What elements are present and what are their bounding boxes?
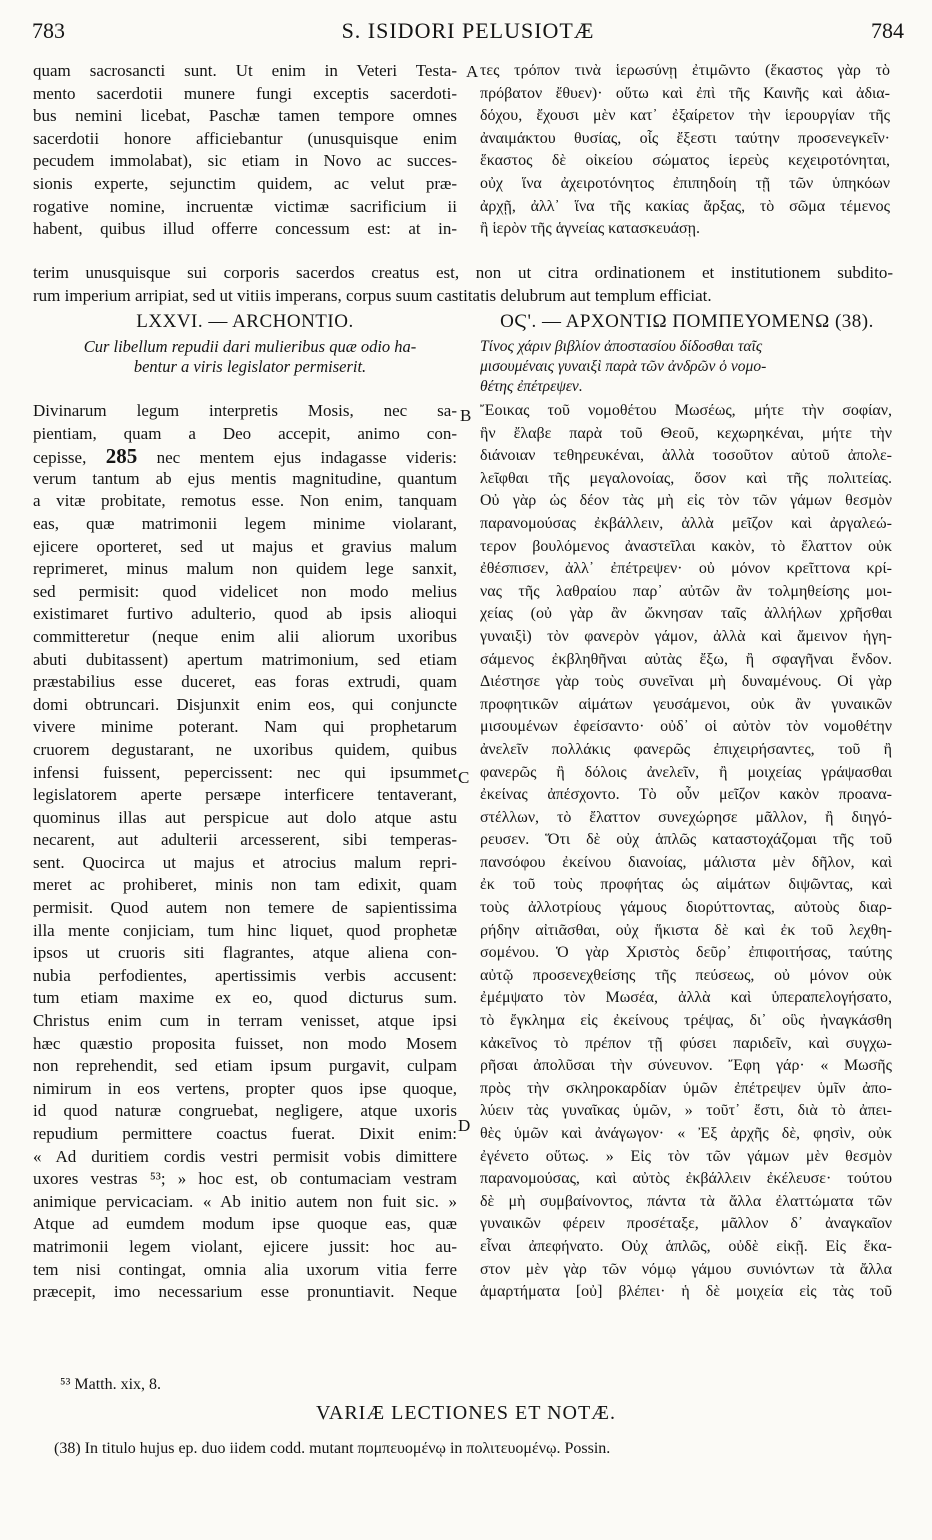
text-line: existimaret furtivo adulterio, quod ab ipsis alioqui [33,604,457,624]
text-line: θὲς ὑμῶν καὶ ἀνάγωγον· « Ἐξ ἀρχῆς δὲ, φησὶν, οὐκ [480,1125,892,1142]
text-line: ἐμέμψατο τὸν Μωσέα, ἀλλὰ καὶ ὑπεραπελογήσατο, [480,989,892,1007]
text-line: Οὐ γὰρ ὡς δέον τὰς μὴ εἰς τὸν τῶν γάμων θεσμὸν [480,492,892,510]
text-line: ἀρχῇ, ἀλλ᾽ ἵνα τῆς κακίας ἄρξας, τὸ σῶμα τέμενος [480,197,890,215]
text-line: id quod naturæ congruebat, negligere, atque uxoris [33,1101,457,1121]
text-line: τες τρόπον τινὰ ἱερωσύνῃ ἐτιμῶντο (ἕκαστος γὰρ τὸ [480,62,890,79]
text-line: a vitæ probitate, remotus esse. Non enim, tanquam [33,491,457,511]
text-line: præcepit, imo necessarium esse pronuntiavit. Neque [33,1282,457,1302]
text-line: reprimeret, minus malum non quidem lege sanxit, [33,559,457,579]
text-line: ἣν ἔλαβε παρὰ τοῦ Θεοῦ, κεχωρηκέναι, μήτε τὴν [480,424,892,442]
text-line: παρανομούσας, καὶ αὐτὸς ἐκβάλλειν ἐκέλευσε· τούτου [480,1170,892,1188]
text-line: illa mente conjiciam, tum hinc liquet, quod prophetæ [33,920,457,940]
page-number-left: 783 [32,18,65,43]
greek-letter-subtitle [480,337,894,397]
text-line: vivere minime poterant. Nam qui prophetarum [33,717,457,737]
text-line: præstabilius esse duceret, eas foras extrudi, quam [33,672,457,692]
text-line: αὐτῷ προσενεχθείσης τῆς πεύσεως, οὐ μόνον οὐκ [480,966,892,984]
text-line: repudium permittere coactus fuerat. Dixit enim: [33,1124,457,1143]
subtitle-line: Cur libellum repudii dari mulieribus quæ odio ha- [83,337,417,356]
text-line: cruorem degustarant, ne uxoribus quidem, quibus [33,739,457,759]
text-line: Atque ad eumdem modum ipse quoque eas, quæ [33,1214,457,1234]
text-line: ἢ ἱερὸν τῆς ἁγνείας κατασκευάσῃ. [480,220,700,238]
text-line: χείας (οὐ γὰρ ἂν ὤκνησαν ταῖς ἀλλήλων χρῆσθαι [480,605,892,623]
subtitle-line: θέτης ἐπέτρεψεν. [480,378,583,395]
margin-letter-a: A [466,62,479,81]
text-line: προφητικῶν αἱμάτων γευσάμενοι, οὐκ ἂν γυναικῶν [480,695,892,713]
text-line: terim unusquisque sui corporis sacerdos creatus est, non ut citra ordinationem et institutionem subdito- [33,263,893,282]
text-line: legislatorem aperte persæpe interficere tentaverant, [33,785,457,805]
text-line: Christus enim cum in terram venisset, atque ipsi [33,1011,457,1031]
text-line: ἐκ τοῦ τοὺς προφήτας ὡς αἱμάτων διψῶντας, καὶ [480,876,892,894]
latin-letter-subtitle [50,337,450,377]
text-line: mento sacerdotii munere fungi exceptis sacerdoti- [33,83,457,103]
page-header [32,18,904,48]
text-line: pecudem immolabat), sic etiam in Novo ac succes- [33,151,457,171]
text-line: φανερῶς ἢ δόλοις ἀνελεῖν, ἢ μοιχείας γράψασθαι [480,763,892,781]
text-line: domi obtruncari. Disjunxit enim eos, qui conjuncte [33,694,457,714]
text-line: ἐγένετο οὕτως. » Εἰς τὸν τῶν γάμων μὲν θεσμὸν [480,1147,892,1165]
text-line: bus nemini licebat, Paschæ tamen tempore omnes [33,106,457,126]
greek-letter-body [480,400,892,1304]
text-line: στέλλων, τὸ ἔλαττον συνεχώρησε μᾶλλον, ἢ διηγό- [480,808,892,826]
text-line: rogative nomine, incruentæ victimæ sacrificium ii [33,196,457,216]
text-line: tum etiam maxime ex eo, quod dicturus sum. [33,988,457,1008]
latin-letter-title: LXXVI. — ARCHONTIO. [136,311,354,332]
text-line: ipsos ut cruoris siti flagrantes, atque aliena con- [33,943,457,963]
text-line: ἐθέσπισεν, ἀλλ᾽ ἐπέτρεψεν· οὐ μόνον κρεῖττονα κρί- [480,560,892,578]
text-line: cepisse, 285 nec mentem ejus indagasse videris: [33,445,457,468]
text-line: nubia perfodientes, apertissimis verbis accusent: [33,965,457,985]
text-line: sent. Quocirca ut majus et atrocius malum repri- [33,852,457,872]
column-number: 285 [105,445,138,468]
text-line: pientiam, quam a Deo accepit, animo con- [33,423,457,443]
text-line: tem nisi contingat, omnia alia uxorum vitia ferre [33,1259,457,1279]
text-line: ἕκαστος δὲ οἰκείου σώματος ἱερεὺς κεχειροτόνηται, [480,152,890,170]
text-line: γυναικῶν φέρειν προσέταξε, μᾶλλον δ᾽ ἀναγκαῖον [480,1215,892,1233]
text-line: « Ad duritiem cordis vestri permisit vobis dimittere [33,1146,457,1166]
text-line: δόχου, ἔχουσι μὲν κατ᾽ ἐξαίρετον τὴν ἱερουργίαν τῆς [480,107,890,125]
text-line: εἶναι ἀπεφήνατο. Οὐχ ἁπλῶς, οὐδὲ εἰκῇ. Εἰς ἕκα- [480,1237,892,1255]
text-line: infensi fuissent, pepercissent: nec qui ipsummet [33,762,457,782]
text-line: sacerdotii honore afficiebantur (unusquisque enim [33,128,457,148]
text-line: permisit. Quod autem non temere de sapientissima [33,898,457,918]
margin-letter-b: B [460,406,472,425]
text-line: Ἔοικας τοῦ νομοθέτου Μωσέως, μήτε τὴν σοφίαν, [480,402,892,419]
text-line: verum tantum ab ejus mentis magnitudine, quantum [33,468,457,488]
notes-heading: VARIÆ LECTIONES ET NOTÆ. [316,1402,616,1424]
text-line: ρευσεν. Ὅτι δὲ οὐχ ἁπλῶς καταστοχάζομαι τῆς τοῦ [480,831,892,849]
text-line: πρὸς τὴν σκληροκαρδίαν ὑμῶν ἐπέτρεψεν ὑμῖν ἀπο- [480,1079,892,1097]
text-line: τὸ ἔγκλημα εἰς ἐκείνους τρέψας, δι᾽ οὓς ἠναγκάσθη [480,1012,892,1030]
footnote: ⁵³ Matth. xix, 8. [60,1376,162,1393]
subtitle-line: bentur a viris legislator permiserit. [133,357,367,376]
page-number-right: 784 [871,18,904,43]
margin-letter-c: C [458,768,470,787]
text-line: quam sacrosancti sunt. Ut enim in Veteri Testa- [33,61,457,80]
greek-column-top [480,60,890,241]
text-line: committeretur (neque enim alii aliorum uxoribus [33,626,457,646]
text-line: σομένου. Ὁ γὰρ Χριστὸς δεῦρ᾽ ἐπιφοιτήσας, ταύτης [480,944,892,962]
text-line: παρανομούσας ἐκβάλλειν, ἀλλὰ μεῖζον καὶ ἀργαλεώ- [480,514,892,532]
text-line: ἐκείνας ἀπέσχοντο. Τὸ οὖν μεῖζον κακὸν προανα- [480,786,892,804]
text-line: λεῖφθαι τῆς μεγαλονοίας, ὅσον καὶ τῆς πολιτείας. [480,469,892,487]
text-line: στον μὲν γὰρ τῶν νόμῳ γάμου συνιόντων τὰ ἄλλα [480,1260,892,1278]
text-line: οὐχ ἵνα ἀχειροτόνητος ἐπιπηδοίη τῇ τῶν ὑπηκόων [480,174,890,192]
note-38: (38) In titulo hujus ep. duo iidem codd. mutant πομπευομένῳ in πολιτευομένῳ. Possin. [54,1440,611,1457]
text-line: δὲ μὴ συμβαίνοντος, πάντα τὰ ἄλλα ἐλαττώματα τῶν [480,1192,892,1210]
latin-letter-body [33,400,457,1304]
running-title: S. ISIDORI PELUSIOTÆ [341,18,595,43]
text-line: ρήδην αἰτιᾶσθαι, οὐχ ἥκιστα δὲ καὶ ἐκ τοῦ λεχθη- [480,921,892,939]
text-line: γυναιξὶ) τὸν φανερὸν γάμον, ἀλλὰ καὶ ἄμεινον ἡγη- [480,627,892,645]
text-line: ἀναιμάκτου θυσίας, οἷς ἔξεστι ταύτην προσενεγκεῖν· [480,129,890,147]
text-line: κἀκεῖνος τὸ πρέπον τῇ φύσει παριδεῖν, καὶ συγχω- [480,1034,892,1052]
subtitle-line: μισουμέναις γυναιξὶ παρὰ τῶν ἀνδρῶν ὁ νομο- [480,358,767,375]
text-line: nimirum in eos vertens, propter quos ipse quoque, [33,1078,457,1098]
text-line: ejicere oporteret, sed ut majus et gravius malum [33,536,457,556]
text-line: ρῆσαι ἀπολῦσαι τὴν σύνευνον. Ἔφη γάρ· « Μωσῆς [480,1057,892,1075]
text-line: necarent, aut adulterii arcesserent, sibi temperas- [33,830,457,850]
text-line: hæc quæstio proposita fuisset, non modo Mosem [33,1033,457,1053]
text-line: sed permisit: quod videlicet non modo melius [33,581,457,601]
text-line: eas, quæ matrimonii legem minime violarant, [33,513,457,533]
text-line: abuti dubitassent) apertum matrimonium, sed etiam [33,649,457,669]
text-line: μισουμένων ἐφείσαντο· οὐδ᾽ οἱ αὐτὸν τὸν νομοθέτην [480,718,892,736]
text-line: Divinarum legum interpretis Mosis, nec sa- [33,401,457,420]
text-line: ἀνελεῖν πολλάκις φανερῶς ἐπιχειρήσαντες, τοῦ ἢ [480,740,892,758]
text-line: διάνοιαν τεθηρευκέναι, ἀλλὰ τοσοῦτον αὐτοῦ ἀπολε- [480,447,892,465]
greek-letter-title: ΟϚ'. — ΑΡΧΟΝΤΙΩ ΠΟΜΠΕΥΟΜΕΝΩ (38). [500,311,874,332]
text-line: non reprehendit, sed etiam ipsum purgavit, culpam [33,1056,457,1076]
text-line: τοὺς ἀλλοτρίους γάμους διορύττοντας, αὐτοὺς διαρ- [480,899,892,917]
latin-column-top [33,60,457,241]
text-line: τερον βουλόμενος ἀναστεῖλαι κακὸν, τὸ ἔλαττον οὐκ [480,537,892,555]
joined-latin-greek-lines [33,262,893,307]
text-line: uxores vestras ⁵³; » hoc est, ob contumaciam vestram [33,1169,457,1189]
text-line: meret ac prohiberet, minis non tam edixit, quam [33,875,457,895]
text-line: Διέστησε γὰρ τοὺς συνεῖναι μὴ δυναμένους. Οἱ γὰρ [480,673,892,691]
text-line: matrimonii legem violant, ejicere jussit: hoc au- [33,1236,457,1256]
text-line: σάμενος ἐκβληθῆναι αὐτὰς ἔξω, ἢ σφαγῆναι ἔνδον. [480,650,892,668]
text-line: λύειν τὰς γυναῖκας ὑμῶν, » τοῦτ᾽ ἔστι, διὰ τὸ ἀπει- [480,1102,892,1120]
text-line: habent, quibus illud offerre concessum est: at in- [33,219,457,239]
text-line: quominus illas aut perspicue aut dolo atque astu [33,807,457,827]
text-line: πρόβατον ἔθυεν)· οὕτω καὶ ἐπὶ τῆς Καινῆς καὶ ἀδια- [480,84,890,102]
text-line: νας τῆς λαθραίου παρ᾽ αὐτῶν ἂν τολμηθείσης μοι- [480,582,892,600]
text-line: πανσόφου ἐκείνου διανοίας, μάλιστα μὲν δῆλον, καὶ [480,853,892,871]
margin-letter-d: D [458,1116,471,1135]
text-line: sionis experte, sejunctim quidem, ac velut præ- [33,173,457,193]
text-line: ἁμαρτήματα [οὐ] βλέπει· ἡ δὲ μοιχεία εἰς τὰς τοῦ [480,1283,892,1301]
subtitle-line: Τίνος χάριν βιβλίον ἀποστασίου δίδοσθαι ταῖς [480,338,763,355]
text-line: rum imperium arripiat, sed ut vitiis imperans, corpus suum castitatis delubrum aut templum efficiat. [33,285,712,305]
text-line: animique pervicaciam. « Ab initio autem non fuit sic. » [33,1191,457,1211]
